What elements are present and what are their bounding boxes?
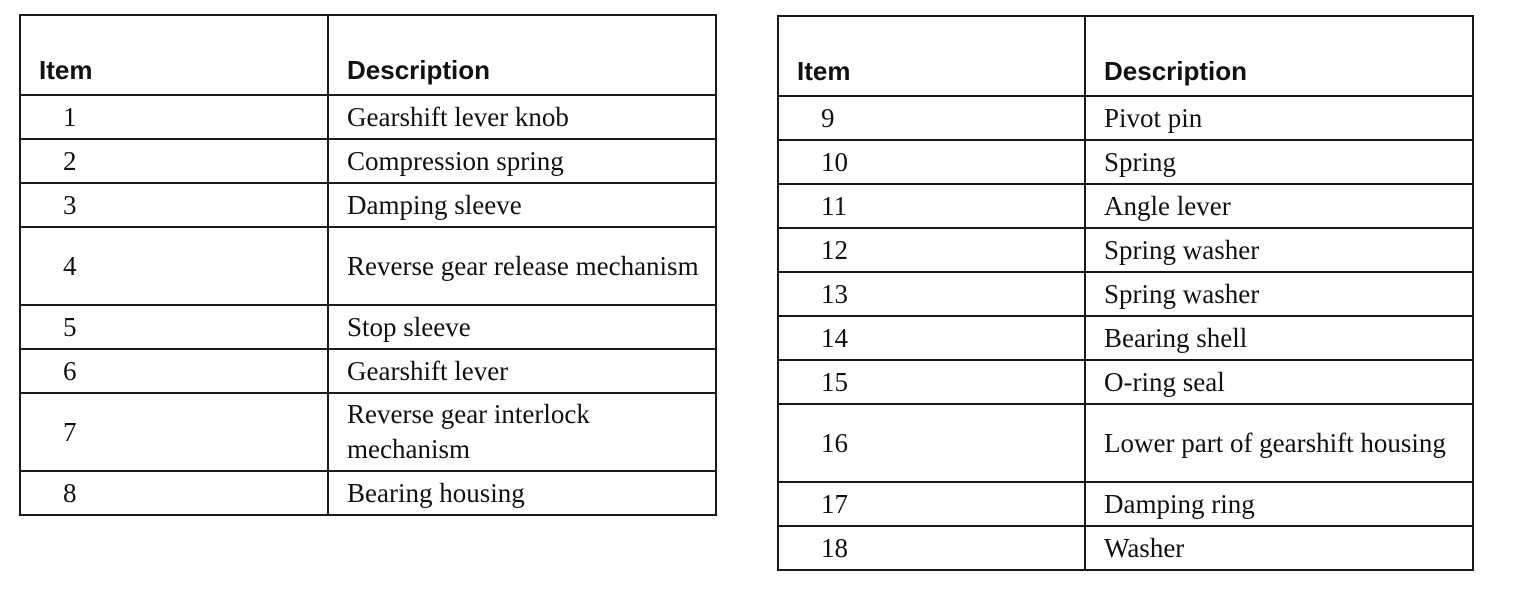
table-row [778,316,1473,360]
item-description: Compression spring [328,139,716,183]
table-row [20,349,716,393]
table-row [778,228,1473,272]
item-number: 13 [778,272,1085,316]
item-description: Angle lever [1085,184,1473,228]
item-number: 15 [778,360,1085,404]
item-description: Spring washer [1085,272,1473,316]
item-description: Damping ring [1085,482,1473,526]
item-number: 1 [20,95,328,139]
item-description: Spring washer [1085,228,1473,272]
table-row [20,471,716,515]
item-description: Lower part of gearshift housing [1085,404,1473,482]
item-description: O-ring seal [1085,360,1473,404]
table-row [20,95,716,139]
item-description: Bearing housing [328,471,716,515]
item-description: Washer [1085,526,1473,570]
table-row [778,482,1473,526]
item-number: 17 [778,482,1085,526]
item-description: Reverse gear interlock mechanism [328,393,716,471]
item-number: 3 [20,183,328,227]
item-number: 12 [778,228,1085,272]
item-description: Bearing shell [1085,316,1473,360]
item-number: 18 [778,526,1085,570]
parts-table-left [19,14,717,516]
item-number: 2 [20,139,328,183]
description-column-header: Description [328,15,716,95]
table-row [778,360,1473,404]
item-column-header: Item [20,15,328,95]
item-number: 16 [778,404,1085,482]
table-row [20,305,716,349]
parts-table-right [777,15,1474,571]
item-number: 10 [778,140,1085,184]
item-description: Gearshift lever knob [328,95,716,139]
item-column-header: Item [778,16,1085,96]
item-description: Damping sleeve [328,183,716,227]
item-number: 14 [778,316,1085,360]
table-row [778,404,1473,482]
table-row [20,393,716,471]
item-number: 6 [20,349,328,393]
description-column-header: Description [1085,16,1473,96]
item-number: 9 [778,96,1085,140]
table-row [20,139,716,183]
table-row [20,227,716,305]
table-row [778,272,1473,316]
table-header-row [778,16,1473,96]
item-description: Spring [1085,140,1473,184]
table-row [778,526,1473,570]
item-description: Stop sleeve [328,305,716,349]
item-number: 11 [778,184,1085,228]
item-number: 8 [20,471,328,515]
item-number: 4 [20,227,328,305]
item-description: Gearshift lever [328,349,716,393]
item-number: 5 [20,305,328,349]
item-number: 7 [20,393,328,471]
item-description: Reverse gear release mechanism [328,227,716,305]
table-row [20,183,716,227]
item-description: Pivot pin [1085,96,1473,140]
table-header-row [20,15,716,95]
table-row [778,184,1473,228]
table-row [778,96,1473,140]
table-row [778,140,1473,184]
